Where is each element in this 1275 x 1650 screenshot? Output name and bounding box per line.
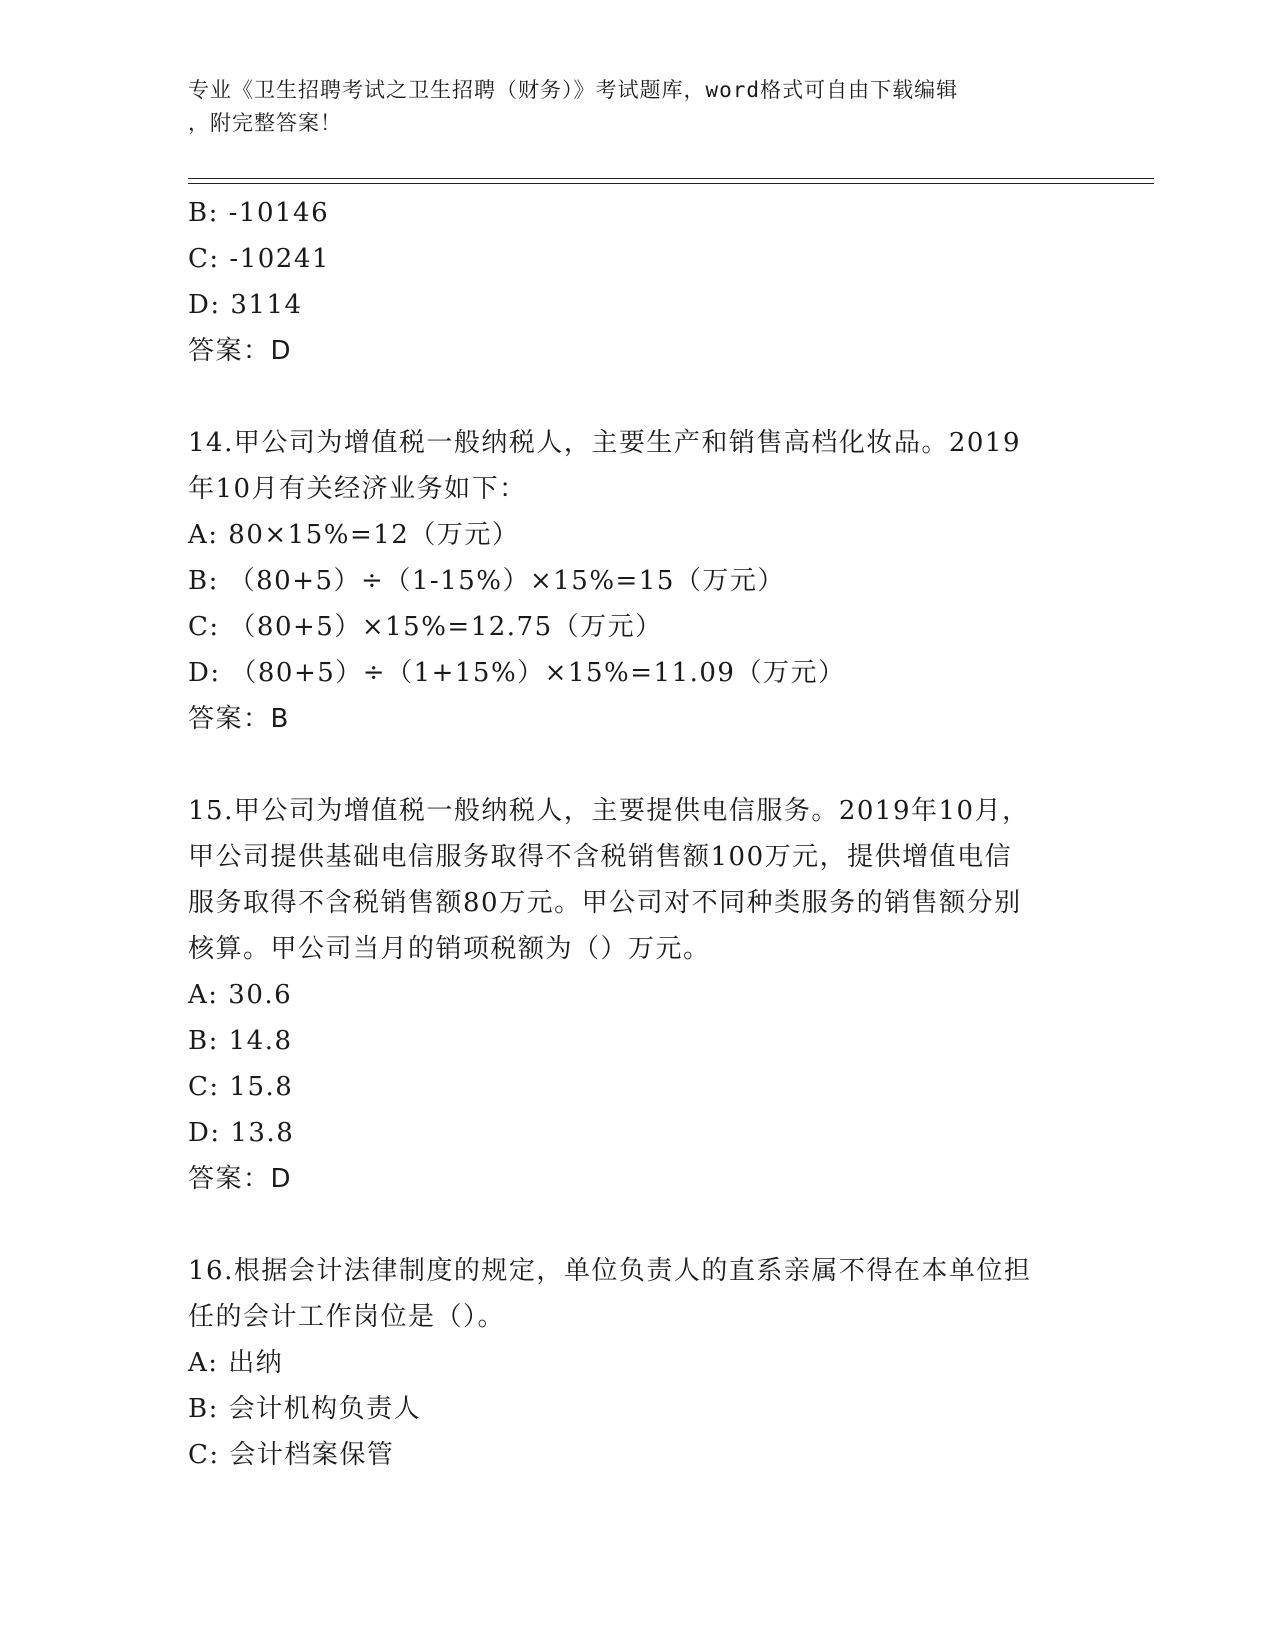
spacer [188,742,1088,788]
q15-stem-line-3: 服务取得不含税销售额80万元。甲公司对不同种类服务的销售额分别 [188,888,1022,918]
question-content [188,190,1088,1478]
q15-answer: 答案：D [188,1164,293,1194]
q14-stem-line-2: 年10月有关经济业务如下： [188,474,527,504]
page-header [188,74,1068,140]
prev-option-b: B: -10146 [188,198,330,228]
prev-option-c: C: -10241 [188,244,330,274]
q14-stem-line-1: 14.甲公司为增值税一般纳税人，主要生产和销售高档化妆品。2019 [188,428,1022,458]
header-line-1: 专业《卫生招聘考试之卫生招聘（财务）》考试题库，word格式可自由下载编辑 [188,78,959,102]
q14-answer: 答案：B [188,704,290,734]
header-divider-bottom [188,183,1154,184]
q16-stem-line-2: 任的会计工作岗位是（）。 [188,1302,506,1332]
q15-option-b: B: 14.8 [188,1026,293,1056]
q14-option-b: B: （80+5）÷（1-15%）×15%=15（万元） [188,566,785,596]
q14-option-d: D: （80+5）÷（1+15%）×15%=11.09（万元） [188,658,846,688]
q15-stem-line-1: 15.甲公司为增值税一般纳税人，主要提供电信服务。2019年10月， [188,796,1030,826]
q15-option-c: C: 15.8 [188,1072,294,1102]
q16-option-b: B: 会计机构负责人 [188,1394,422,1424]
q15-option-d: D: 13.8 [188,1118,295,1148]
q15-stem-line-4: 核算。甲公司当月的销项税额为（）万元。 [188,934,711,964]
q14-option-a: A: 80×15%=12（万元） [188,520,520,550]
q16-option-c: C: 会计档案保管 [188,1440,395,1470]
q16-option-a: A: 出纳 [188,1348,284,1378]
spacer [188,1202,1088,1248]
prev-option-d: D: 3114 [188,290,303,320]
q16-stem-line-1: 16.根据会计法律制度的规定，单位负责人的直系亲属不得在本单位担 [188,1256,1032,1286]
q15-option-a: A: 30.6 [188,980,293,1010]
spacer [188,374,1088,420]
prev-answer: 答案：D [188,336,293,366]
q14-option-c: C: （80+5）×15%=12.75（万元） [188,612,663,642]
header-divider-top [188,178,1154,179]
header-line-2: ，附完整答案！ [188,111,342,135]
q15-stem-line-2: 甲公司提供基础电信服务取得不含税销售额100万元，提供增值电信 [188,842,1013,872]
